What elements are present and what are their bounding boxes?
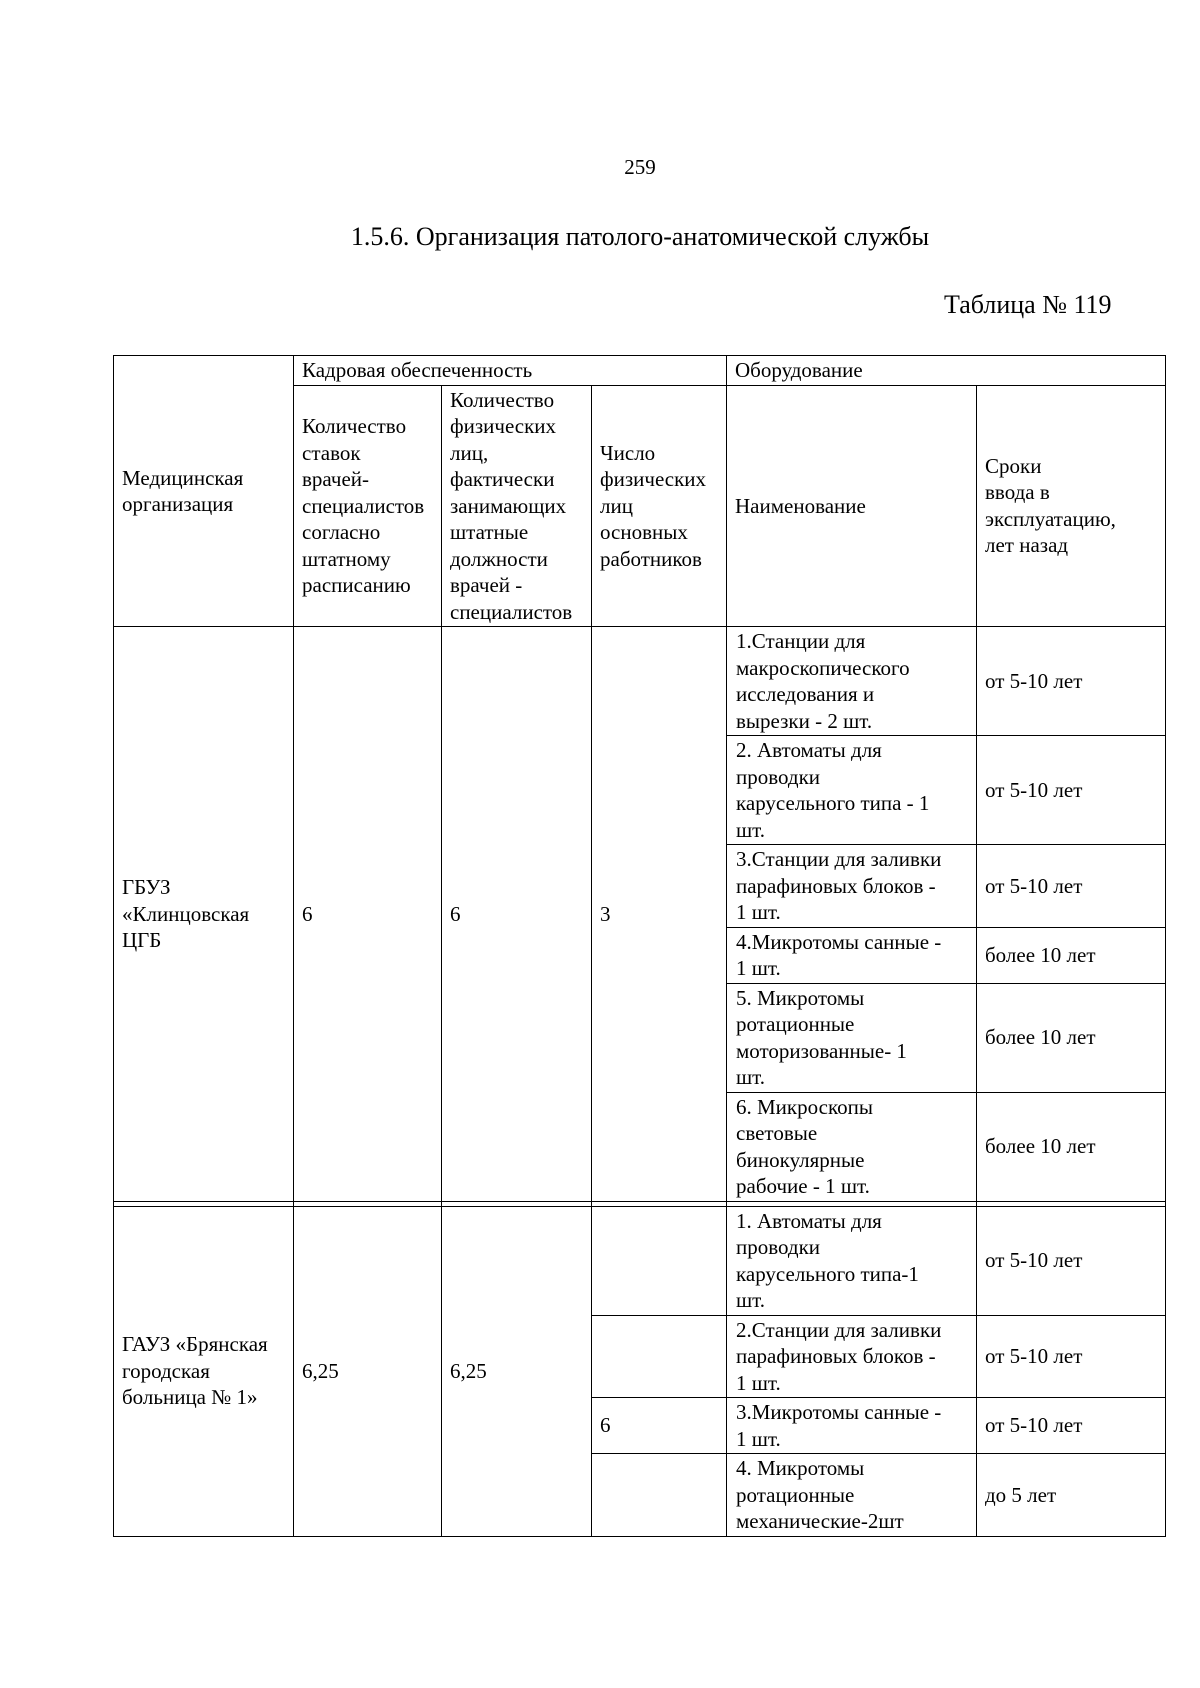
- workers-cell: 6: [592, 1398, 727, 1454]
- org-name-cell: ГАУЗ «Брянская городская больница № 1»: [114, 1206, 294, 1536]
- workers-cell: 3: [592, 627, 727, 1202]
- equipment-name: 1.Станции для макроскопического исследования и вырезки - 2 шт.: [727, 627, 977, 736]
- header-rates: Количество ставок врачей- специалистов согласно штатному расписанию: [294, 385, 442, 627]
- page-number: 259: [624, 155, 656, 179]
- equipment-term: более 10 лет: [977, 1092, 1166, 1201]
- equipment-term: от 5-10 лет: [977, 1398, 1166, 1454]
- header-physical: Количество физических лиц, фактически занимающих штатные должности врачей - специалистов: [442, 385, 592, 627]
- physical-cell: 6,25: [442, 1206, 592, 1536]
- equipment-term: более 10 лет: [977, 927, 1166, 983]
- equipment-name: 2. Автоматы для проводки карусельного типа - 1 шт.: [727, 736, 977, 845]
- section-title: 1.5.6. Организация патолого-анатомической службы: [350, 222, 930, 251]
- equipment-name: 1. Автоматы для проводки карусельного типа-1 шт.: [727, 1206, 977, 1315]
- pathology-service-table: [113, 355, 1166, 1537]
- equipment-term: от 5-10 лет: [977, 736, 1166, 845]
- header-terms: Сроки ввода в эксплуатацию, лет назад: [977, 385, 1166, 627]
- header-org: Медицинская организация: [114, 356, 294, 627]
- workers-cell-empty: [592, 1315, 727, 1398]
- table-row: [114, 1206, 1166, 1315]
- header-staffing-group: Кадровая обеспеченность: [294, 356, 727, 386]
- table-label: Таблица № 119: [944, 290, 1112, 319]
- physical-cell: 6: [442, 627, 592, 1202]
- equipment-term: от 5-10 лет: [977, 627, 1166, 736]
- header-workers: Число физических лиц основных работников: [592, 385, 727, 627]
- workers-cell-empty: [592, 1206, 727, 1315]
- equipment-term: от 5-10 лет: [977, 1206, 1166, 1315]
- org-name-cell: ГБУЗ «Клинцовская ЦГБ: [114, 627, 294, 1202]
- equipment-name: 4. Микротомы ротационные механические-2шт: [727, 1454, 977, 1537]
- header-name: Наименование: [727, 385, 977, 627]
- equipment-name: 6. Микроскопы световые бинокулярные рабочие - 1 шт.: [727, 1092, 977, 1201]
- table-row: [114, 627, 1166, 736]
- equipment-name: 5. Микротомы ротационные моторизованные- 1 шт.: [727, 983, 977, 1092]
- rates-cell: 6,25: [294, 1206, 442, 1536]
- equipment-name: 3.Микротомы санные - 1 шт.: [727, 1398, 977, 1454]
- header-equipment-group: Оборудование: [727, 356, 1166, 386]
- equipment-name: 4.Микротомы санные - 1 шт.: [727, 927, 977, 983]
- equipment-term: более 10 лет: [977, 983, 1166, 1092]
- rates-cell: 6: [294, 627, 442, 1202]
- equipment-term: от 5-10 лет: [977, 1315, 1166, 1398]
- workers-cell-empty: [592, 1454, 727, 1537]
- equipment-term: до 5 лет: [977, 1454, 1166, 1537]
- equipment-name: 3.Станции для заливки парафиновых блоков - 1 шт.: [727, 845, 977, 928]
- equipment-name: 2.Станции для заливки парафиновых блоков - 1 шт.: [727, 1315, 977, 1398]
- equipment-term: от 5-10 лет: [977, 845, 1166, 928]
